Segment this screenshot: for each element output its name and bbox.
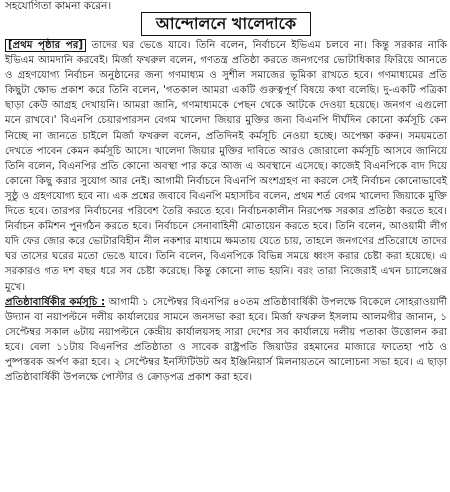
article-body xyxy=(5,38,447,385)
continuation-label: [প্রথম পৃষ্ঠার পর] xyxy=(5,39,86,52)
headline-box xyxy=(5,12,447,38)
subheading: প্রতিষ্ঠাবার্ষিকীর কর্মসূচি : xyxy=(5,296,106,308)
paragraph-program xyxy=(5,295,447,386)
headline: আন্দোলনে খালেদাকে xyxy=(141,12,311,36)
paragraph-main xyxy=(5,38,447,295)
paragraph-main-text: তাদের ঘর ভেঙে যাবে। তিনি বলেন, নির্বাচনে ইভিএম চলবে না। কিন্তু সরকার নাকি ইভিএম আমদানি করবেই। মির্জা ফখরুল বলেন, গণতন্ত্র প্রতিষ্ঠা করতে জনগণের ভোটাধিকার ফিরিয়ে আনতে ও গ্রহণযোগ্য নির্বাচন অনুষ্ঠানের জন্য গণমাধ্যম ও সুশীল সমাজের ভূমিকা রাখতে হবে। গণমাধ্যমের প্রতি কিছুটা ক্ষোভ প্রকাশ করে তিনি বলেন, 'গতকাল আমরা একটি গুরুত্বপূর্ণ বিষয়ে কথা বলেছি। দু-একটি পত্রিকা ছাড়া কেউ আগ্রহ দেখায়নি। আমরা জানি, গণমাধ্যমকে পেছন থেকে আটকে দেওয়া হয়েছে। জনগণ এগুলো মনে রাখবে।' বিএনপি চেয়ারপারসন বেগম খালেদা জিয়ার মুক্তির জন্য বিএনপি দীর্ঘদিন কোনো কর্মসূচি কেন নিচ্ছে না জানতে চাইলে মির্জা ফখরুল বলেন, প্রতিদিনই কর্মসূচি নেওয়া হচ্ছে। অপেক্ষা করুন। সময়মতো দেখতে পাবেন কেমন কর্মসূচি আসে। খালেদা জিয়ার মুক্তির দাবিতে আরও জোরালো কর্মসূচি আসবে জানিয়ে তিনি বলেন, বিএনপির প্রতি কোনো অবস্থা পার করে আজ এ অবস্থানে এসেছে। কাজেই বিএনপিকে বাদ দিয়ে কোনো কিছু করার সুযোগ আর নেই। আগামী নির্বাচনে বিএনপি অংশগ্রহণ না করলে সেই নির্বাচন কোনোভাবেই সুষ্ঠু ও গ্রহণযোগ্য হবে না। এক প্রশ্নের জবাবে বিএনপি মহাসচিব বলেন, প্রথম শর্ত বেগম খালেদা জিয়াকে মুক্তি দিতে হবে। তারপর নির্বাচনের পরিবেশ তৈরি করতে হবে। নির্বাচনকালীন নিরপেক্ষ সরকার প্রতিষ্ঠা করতে হবে। নির্বাচন কমিশন পুনর্গঠন করতে হবে। নির্বাচনে সেনাবাহিনী মোতায়েন করতে হবে। তিনি বলেন, আওয়ামী লীগ যদি ফের জোর করে ভোটারবিহীন নীল নকশার মাধ্যমে ক্ষমতায় যেতে চায়, তাহলে জনগণের প্রতিরোধে তাদের ঘর তাসের ঘরের মতো ভেঙে যাবে। তিনি বলেন, বিএনপিকে বিভিন্ন সময়ে ধ্বংস করার চেষ্টা করা হয়েছে। এ সরকারও গত দশ বছর ধরে সব চেষ্টা করেছে। কিন্তু কোনো লাভ হয়নি। বরং তারা নিজেরাই এখন চ্যালেঞ্জের মুখে। xyxy=(5,40,447,293)
paragraph-program-text: আগামী ১ সেপ্টেম্বর বিএনপির ৪০তম প্রতিষ্ঠাবার্ষিকী উপলক্ষে বিকেলে সোহরাওয়ার্দী উদ্যান বা নয়াপল্টনে দলীয় কার্যালয়ের সামনে জনসভা করা হবে। মির্জা ফখরুল ইসলাম আলমগীর জানান, ১ সেপ্টেম্বর সকাল ৬টায় নয়াপল্টনে কেন্দ্রীয় কার্যালয়সহ সারা দেশের সব কার্যালয়ে দলীয় পতাকা উত্তোলন করা হবে। বেলা ১১টায় বিএনপির প্রতিষ্ঠাতা ও সাবেক রাষ্ট্রপতি জিয়াউর রহমানের মাজারে ফাতেহা পাঠ ও পুষ্পস্তবক অর্পণ করা হবে। ২ সেপ্টেম্বর ইনস্টিটিউট অব ইঞ্জিনিয়ার্স মিলনায়তনে আলোচনা সভা হবে। এ ছাড়া প্রতিষ্ঠাবার্ষিকী উপলক্ষে পোস্টার ও ক্রোড়পত্র প্রকাশ করা হবে। xyxy=(5,296,447,384)
previous-paragraph-tail: সহযোগিতা কামনা করেন। xyxy=(5,0,112,12)
